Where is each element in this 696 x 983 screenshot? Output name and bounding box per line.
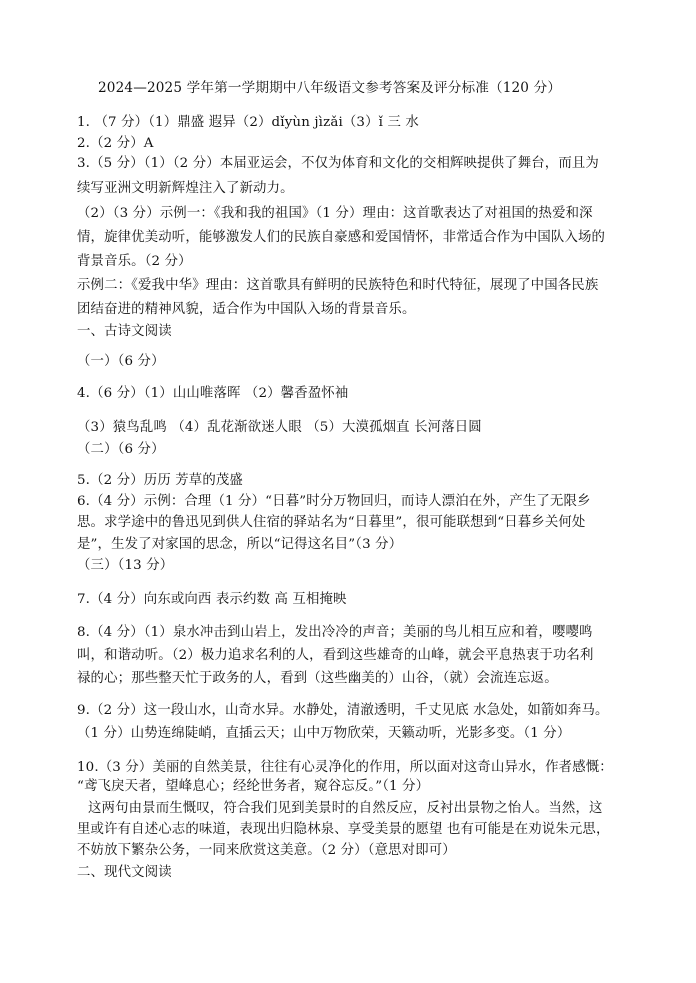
answer-q3-part2-line3: 背景音乐。（2 分） [77,254,192,269]
answer-q3-part2-line1: （2）（3 分）示例一：《我和我的祖国》（1 分）理由：这首歌表达了对祖国的热爱和深 [77,206,593,221]
section-heading-classical: 一、古诗文阅读 [77,324,172,339]
answer-q6-line3: 是”，生发了对家国的思念，所以“记得这名目”（3 分） [77,537,403,552]
answer-q4-line1: 4.（6 分）（1）山山唯落晖 （2）馨香盈怀袖 [77,386,349,401]
answer-q1: 1. （7 分）（1）鼎盛 遐异（2）dǐyùn jìzǎi（3）ǐ 三 水 [77,115,419,130]
answer-q6-line1: 6.（4 分）示例：合理（1 分）“日暮”时分万物回归，而诗人漂泊在外，产生了无限乡 [77,494,591,509]
page-title: 2024—2025 学年第一学期期中八年级语文参考答案及评分标准（120 分） [98,80,562,96]
answer-q10-line1: 10.（3 分）美丽的自然美景，往往有心灵净化的作用，所以面对这奇山异水，作者感慨： [77,760,613,775]
answer-q10-line2: “鸢飞戾天者，望峰息心；经纶世务者，窥谷忘反。”（1 分） [77,779,430,794]
answer-q3-part2-line2: 情，旋律优美动听，能够激发人们的民族自豪感和爱国情怀，非常适合作为中国队入场的 [77,230,606,245]
answer-q7: 7.（4 分）向东或向西 表示约数 高 互相掩映 [77,592,347,607]
answer-q3-line1: 3.（5 分）（1）（2 分）本届亚运会，不仅为体育和文化的交相辉映提供了舞台，而且为 [77,156,599,171]
answer-q4-line2: （3）猿鸟乱鸣 （4）乱花渐欲迷人眼 （5）大漠孤烟直 长河落日圆 [77,420,482,435]
answer-q6-line2: 思。求学途中的鲁迅见到供人住宿的驿站名为“日暮里”，很可能联想到“日暮乡关何处 [77,515,586,530]
answer-q10-line5: 不妨放下繁杂公务，一同来欣赏这美意。（2 分）（意思对即可） [77,843,456,858]
answer-q5: 5.（2 分）历历 芳草的茂盛 [77,473,243,488]
subsection-3: （三）（13 分） [77,558,174,573]
answer-q3-line2: 续写亚洲文明新辉煌注入了新动力。 [77,181,294,196]
answer-q8-line1: 8.（4 分）（1）泉水冲击到山岩上，发出冷冷的声音；美丽的鸟儿相互应和着，嘤嘤鸣 [77,625,593,640]
answer-q8-line3: 禄的心；那些整天忙于政务的人，看到（这些幽美的）山谷，（就）会流连忘返。 [77,671,558,686]
subsection-2: （二）（6 分） [77,442,165,457]
section-heading-modern: 二、现代文阅读 [77,865,172,880]
answer-q8-line2: 叫，和谐动听。（2）极力追求名利的人，看到这些雄奇的山峰，就会平息热衷于功名利 [77,648,594,663]
answer-q10-line3: 这两句由景而生慨叹，符合我们见到美景时的自然反应，反衬出景物之怡人。当然，这 [88,801,603,816]
answer-q3-example2-line1: 示例二：《爱我中华》理由：这首歌具有鲜明的民族特色和时代特征，展现了中国各民族 [77,278,599,293]
subsection-1: （一）（6 分） [77,354,165,369]
answer-q10-line4: 里或许有自述心志的味道，表现出归隐林泉、享受美景的愿望 也有可能是在劝说朱元思， [77,822,610,837]
answer-q2: 2.（2 分）A [77,136,154,151]
answer-q3-example2-line2: 团结奋进的精神风貌，适合作为中国队入场的背景音乐。 [77,302,416,317]
answer-q9-line1: 9.（2 分）这一段山水，山奇水异。水静处，清澈透明，千丈见底 水急处，如箭如奔马。 [77,703,609,718]
answer-q9-line2: （1 分）山势连绵陡峭，直插云天；山中万物欣荣，天籁动听，光影多变。（1 分） [77,726,571,741]
